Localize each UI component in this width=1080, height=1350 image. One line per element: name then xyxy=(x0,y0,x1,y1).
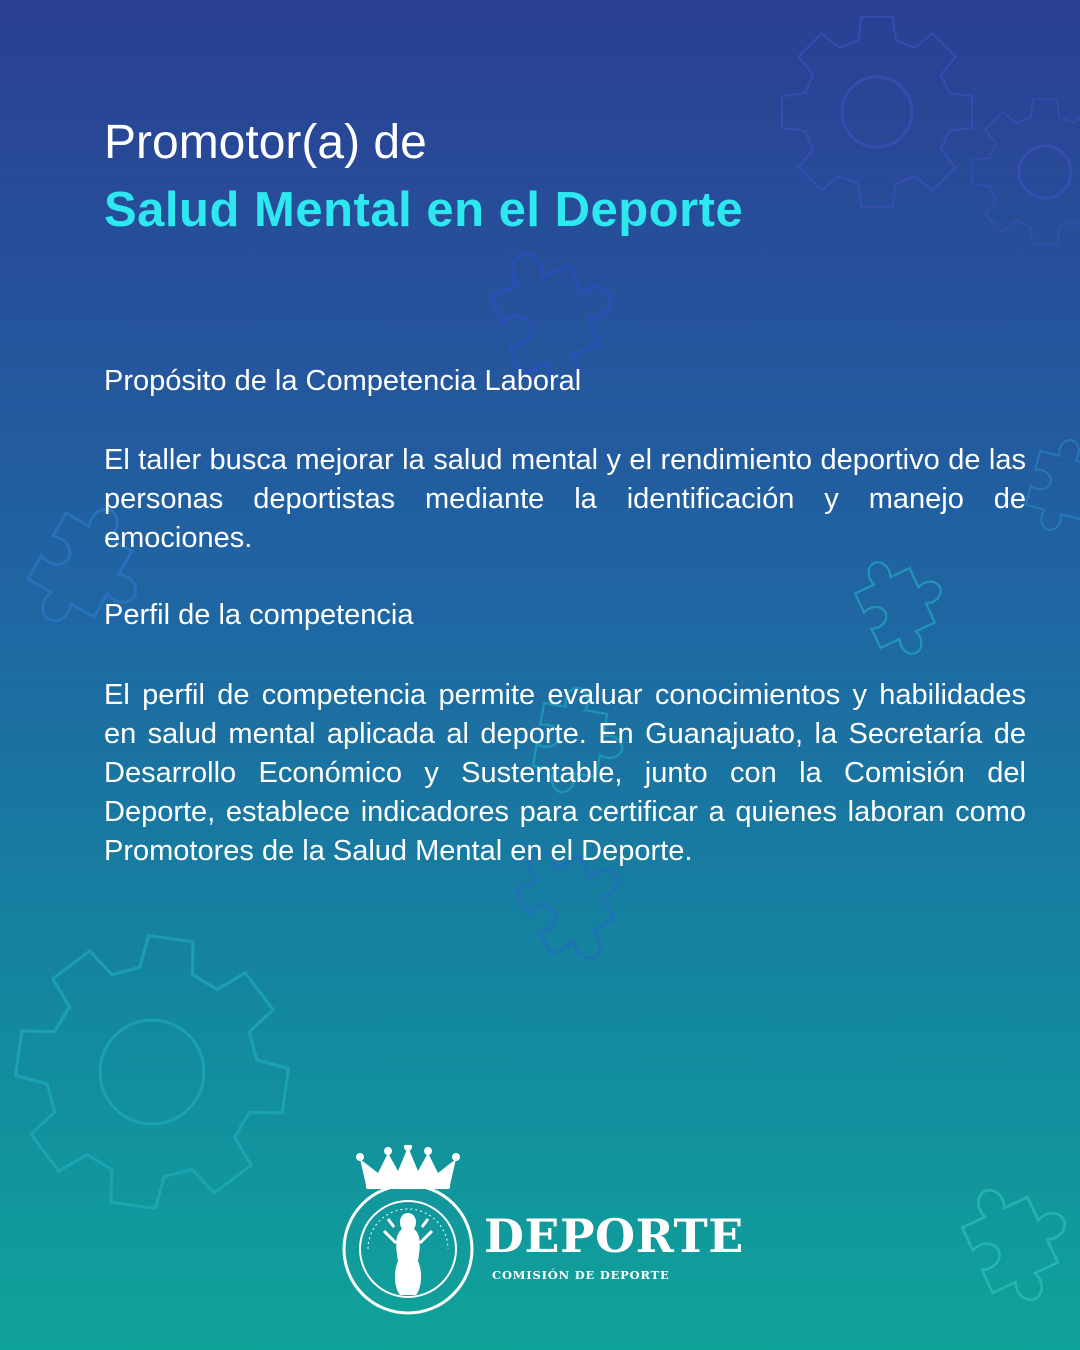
deporte-logo xyxy=(338,1145,748,1315)
page-title-line2: Salud Mental en el Deporte xyxy=(104,183,744,237)
logo-subtitle: COMISIÓN DE DEPORTE xyxy=(492,1268,670,1282)
puzzle-piece-icon xyxy=(1021,433,1080,541)
seal-icon xyxy=(338,1145,478,1315)
section-body-purpose: El taller busca mejorar la salud mental y el rendimiento deportivo de las personas deportistas mediante la identificación y manejo de emociones. xyxy=(104,444,1026,554)
section-heading-profile: Perfil de la competencia xyxy=(104,599,414,631)
section-body-profile: El perfil de competencia permite evaluar conocimientos y habilidades en salud mental aplicada al deporte. En Guanajuato, la Secretaría de Desarrollo Económico y Sustentable, junto con la Comisión del Deporte, establece indicadores para certificar a quienes laboran como Promotores de la Salud Mental en el Deporte. xyxy=(104,679,1026,867)
logo-wordmark: DEPORTE xyxy=(484,1209,744,1263)
gear-icon xyxy=(0,920,304,1224)
gear-icon xyxy=(782,17,972,207)
crown-icon xyxy=(356,1145,460,1189)
section-heading-purpose: Propósito de la Competencia Laboral xyxy=(104,365,582,397)
page-title-line1: Promotor(a) de xyxy=(104,116,427,169)
puzzle-piece-icon xyxy=(952,1166,1080,1314)
